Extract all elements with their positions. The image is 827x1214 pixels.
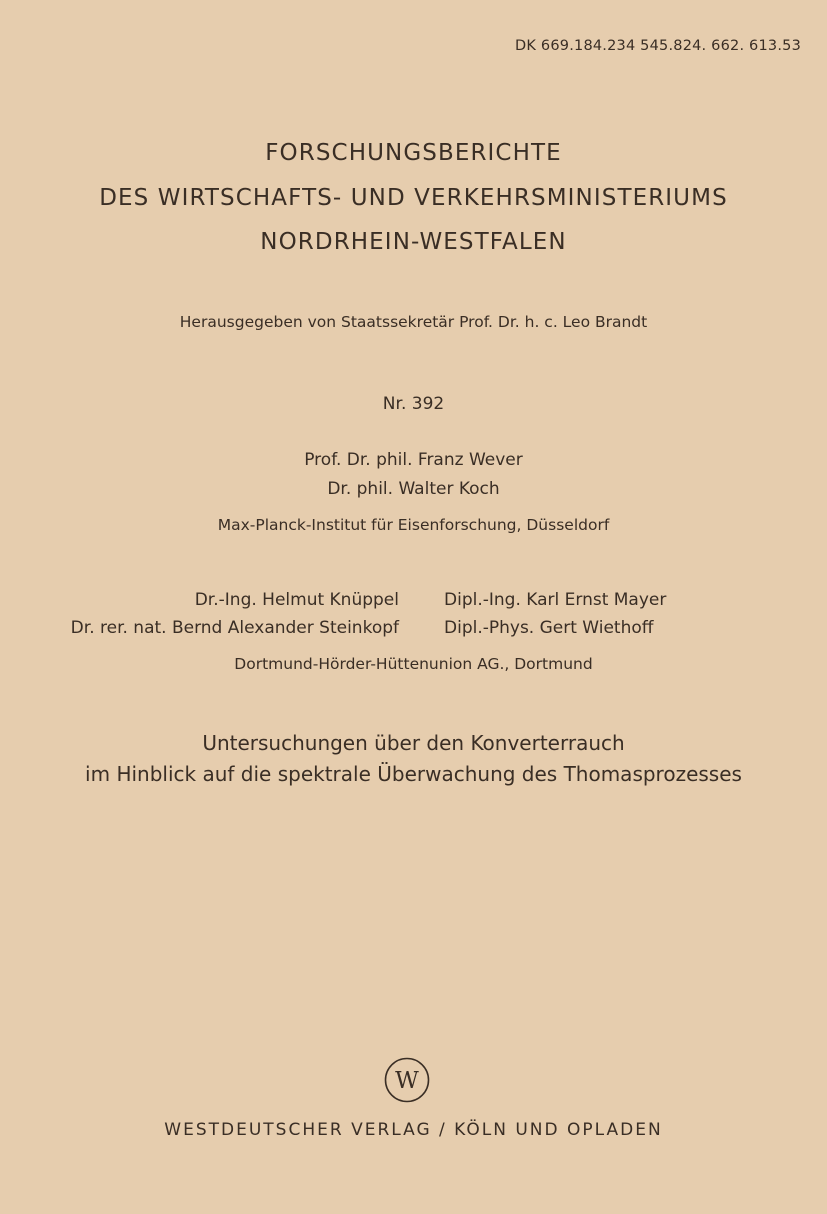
- series-title-line-1: FORSCHUNGSBERICHTE: [265, 140, 562, 166]
- institute-primary: Max-Planck-Institut für Eisenforschung, Düsseldorf: [217, 516, 610, 534]
- series-title-line-3: NORDRHEIN-WESTFALEN: [260, 229, 567, 255]
- publisher-logo-letter: W: [395, 1068, 419, 1094]
- author-secondary-left-2: Dr. rer. nat. Bernd Alexander Steinkopf: [70, 618, 399, 638]
- report-title-line-2: im Hinblick auf die spektrale Überwachung des Thomasprozesses: [85, 762, 742, 786]
- editor-line: Herausgegeben von Staatssekretär Prof. Dr. h. c. Leo Brandt: [179, 313, 648, 331]
- author-secondary-left-1: Dr.-Ing. Helmut Knüppel: [194, 590, 399, 610]
- series-title-line-2: DES WIRTSCHAFTS- UND VERKEHRSMINISTERIUMS: [99, 185, 728, 211]
- author-secondary-right-1: Dipl.-Ing. Karl Ernst Mayer: [444, 590, 667, 610]
- institute-secondary: Dortmund-Hörder-Hüttenunion AG., Dortmund: [234, 655, 593, 673]
- publisher-line: WESTDEUTSCHER VERLAG / KÖLN UND OPLADEN: [164, 1120, 663, 1140]
- report-number: Nr. 392: [382, 394, 445, 414]
- author-primary-2: Dr. phil. Walter Koch: [327, 479, 500, 499]
- publisher-logo-w-icon: [384, 1057, 430, 1103]
- report-title-line-1: Untersuchungen über den Konverterrauch: [202, 731, 625, 755]
- author-secondary-right-2: Dipl.-Phys. Gert Wiethoff: [444, 618, 654, 638]
- classification-number: DK 669.184.234 545.824. 662. 613.53: [515, 38, 801, 54]
- author-primary-1: Prof. Dr. phil. Franz Wever: [304, 450, 523, 470]
